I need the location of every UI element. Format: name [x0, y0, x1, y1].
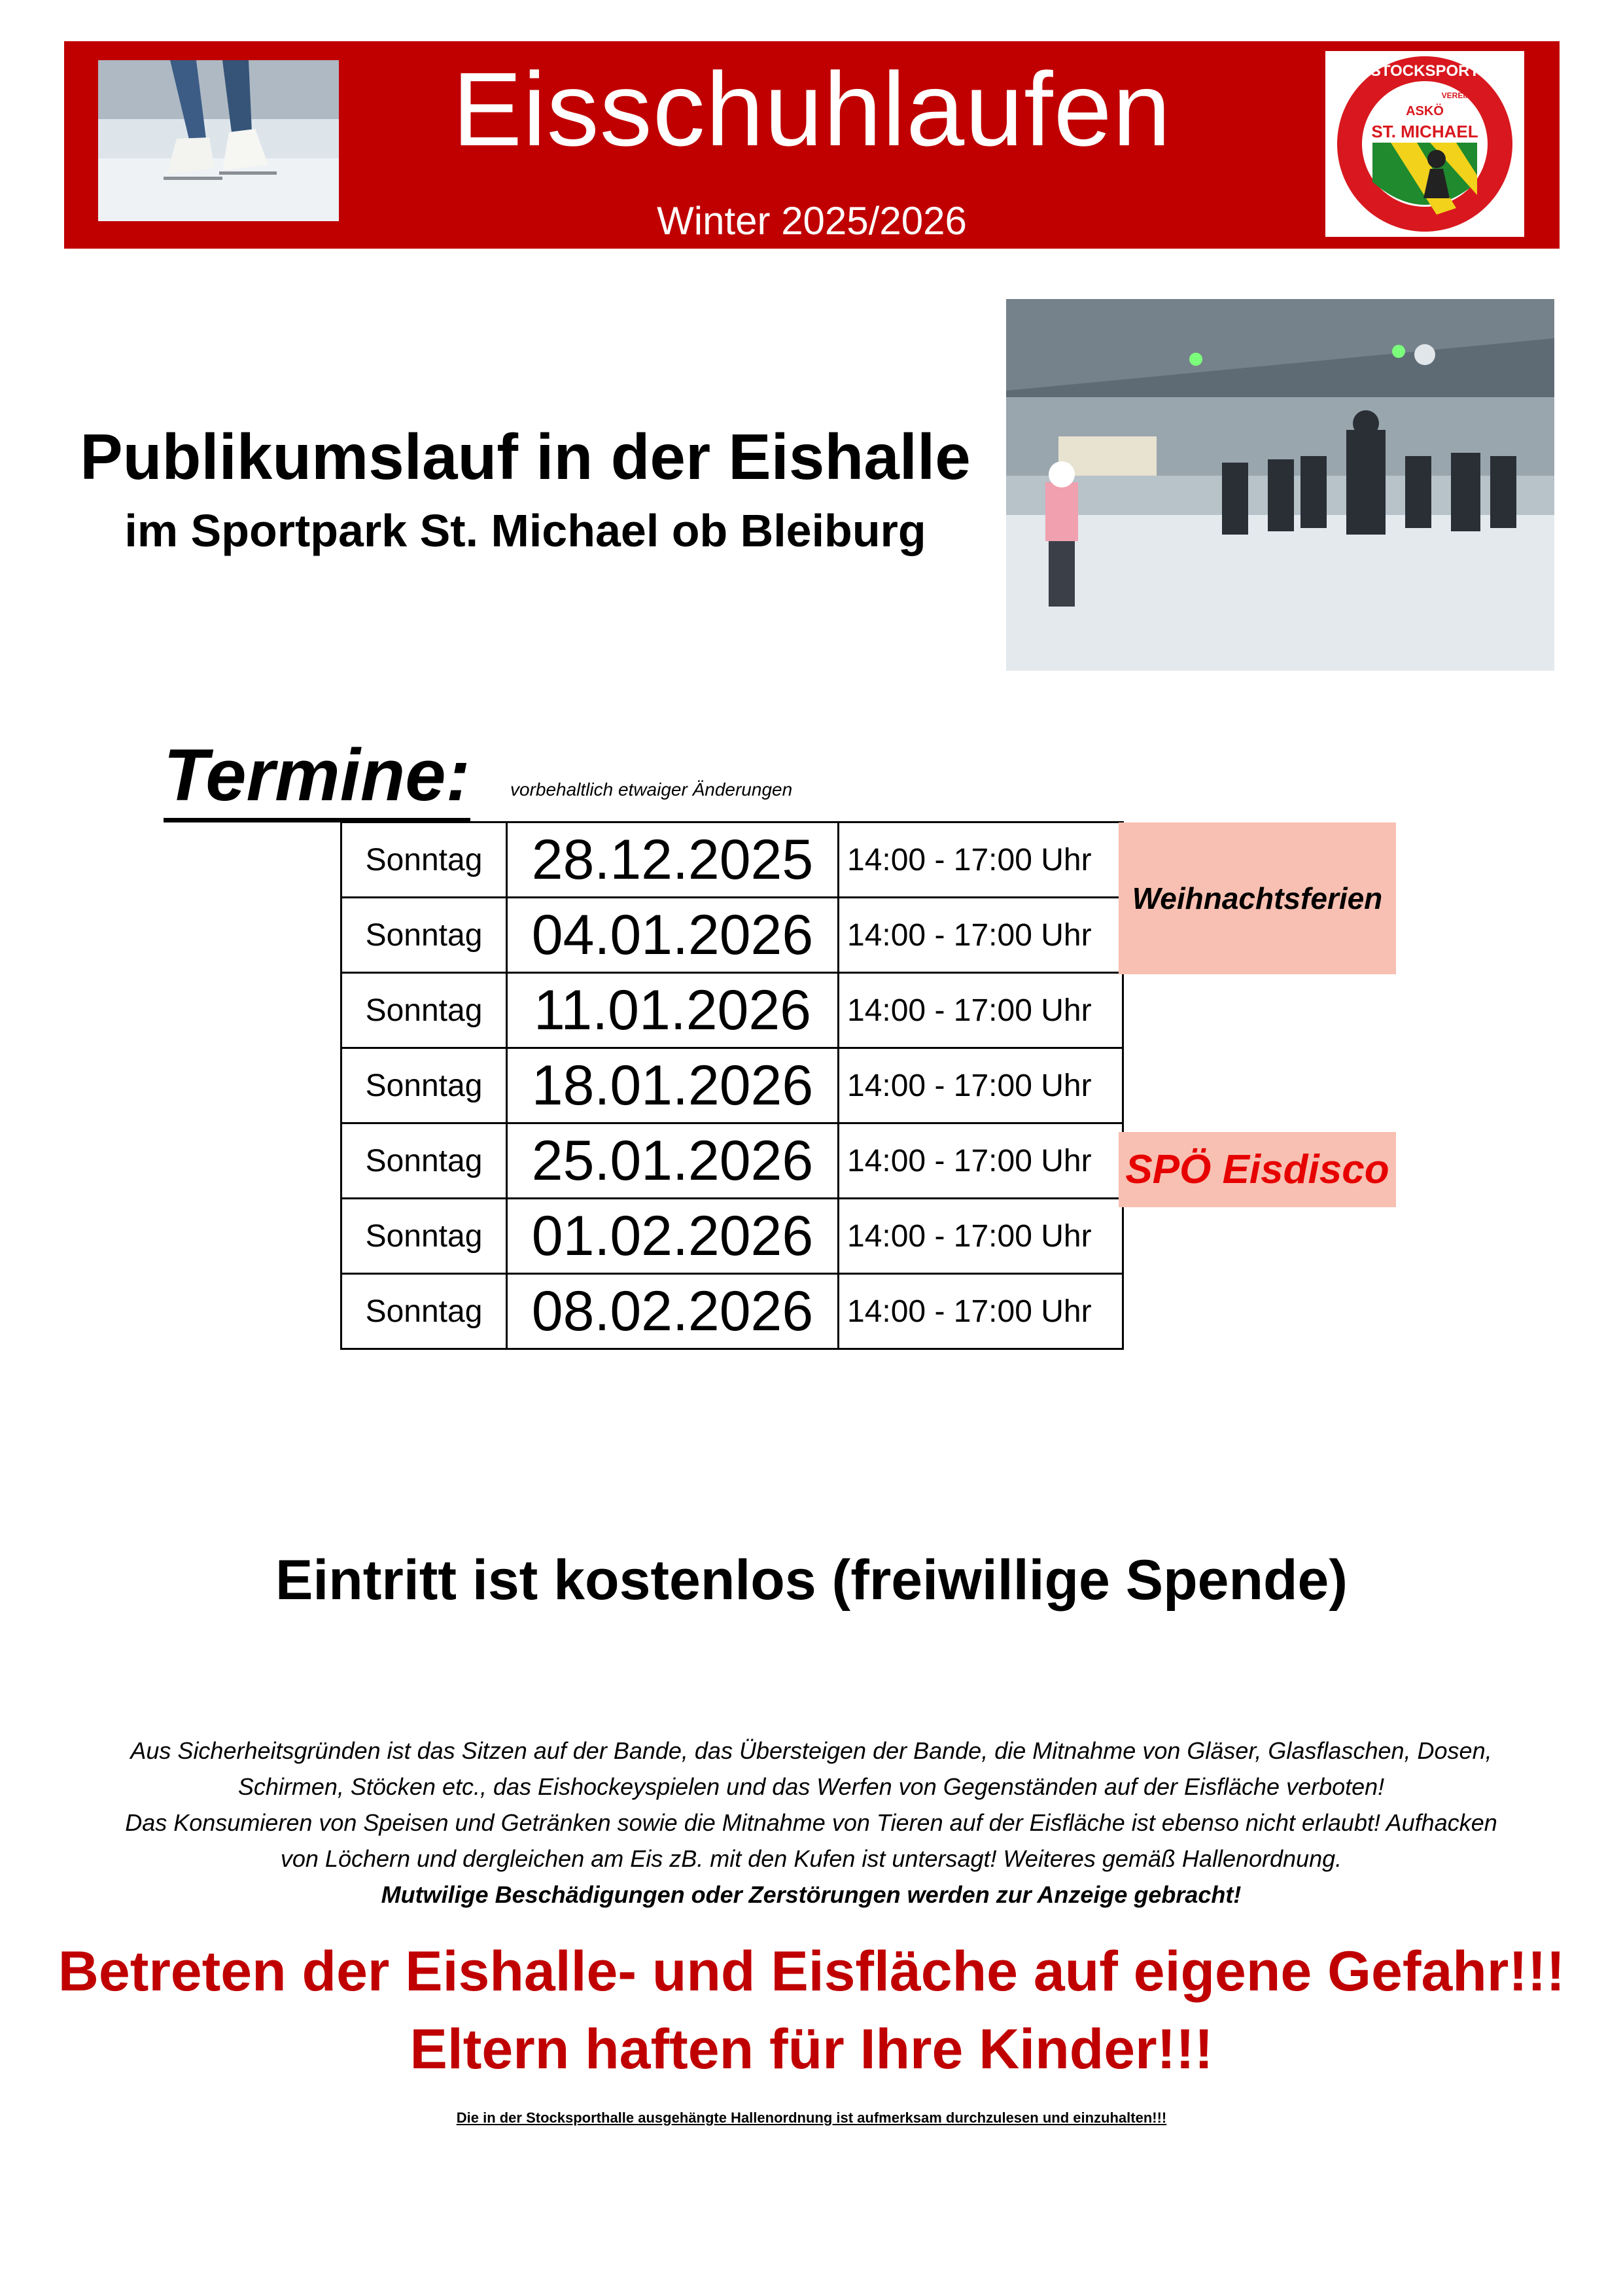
parents-liability-warning: Eltern haften für Ihre Kinder!!! [410, 2018, 1213, 2081]
rules-line: Schirmen, Stöcken etc., das Eishockeyspielen und das Werfen von Gegenständen auf der Eisfläche verboten! [237, 1773, 1385, 1800]
time-cell: 14:00 - 17:00 Uhr [839, 1199, 1123, 1274]
day-cell: Sonntag [341, 1274, 507, 1349]
time-cell: 14:00 - 17:00 Uhr [839, 898, 1123, 973]
date-cell: 08.02.2026 [507, 1274, 839, 1349]
rules-line: Aus Sicherheitsgründen ist das Sitzen auf der Bande, das Übersteigen der Bande, die Mitnahme von Gläser, Glasflaschen, Dosen, [130, 1737, 1492, 1764]
day-cell: Sonntag [341, 1123, 507, 1199]
date-cell: 25.01.2026 [507, 1123, 839, 1199]
logo-text-st-michael: ST. MICHAEL [1371, 122, 1478, 141]
table-row [341, 1048, 1123, 1123]
day-cell: Sonntag [341, 822, 507, 898]
table-row [341, 973, 1123, 1048]
rules-line: von Löchern und dergleichen am Eis zB. mit den Kufen ist untersagt! Weiteres gemäß Hallenordnung. [280, 1845, 1342, 1872]
table-row [341, 1199, 1123, 1274]
date-cell: 18.01.2026 [507, 1048, 839, 1123]
rules-line: Das Konsumieren von Speisen und Getränken sowie die Mitnahme von Tieren auf der Eisfläche ist ebenso nicht erlaubt! Aufhacken [125, 1809, 1497, 1836]
time-cell: 14:00 - 17:00 Uhr [839, 1274, 1123, 1349]
date-cell: 04.01.2026 [507, 898, 839, 973]
table-row [341, 822, 1123, 898]
logo-text-verein: VEREIN [1441, 91, 1471, 100]
date-cell: 01.02.2026 [507, 1199, 839, 1274]
safety-rules [72, 1733, 1550, 1913]
table-row [341, 1123, 1123, 1199]
time-cell: 14:00 - 17:00 Uhr [839, 1123, 1123, 1199]
holiday-note: Weihnachtsferien [1119, 822, 1396, 974]
ice-disco-note: SPÖ Eisdisco [1119, 1132, 1396, 1207]
termine-disclaimer: vorbehaltlich etwaiger Änderungen [510, 779, 793, 800]
event-headline: Publikumslauf in der Eishalle [80, 421, 971, 493]
ice-rink-photo [1006, 299, 1554, 671]
schedule-table [340, 821, 1124, 1350]
date-cell: 11.01.2026 [507, 973, 839, 1048]
time-cell: 14:00 - 17:00 Uhr [839, 822, 1123, 898]
date-cell: 28.12.2025 [507, 822, 839, 898]
own-risk-warning: Betreten der Eishalle- und Eisfläche auf eigene Gefahr!!! [58, 1940, 1565, 2003]
time-cell: 14:00 - 17:00 Uhr [839, 973, 1123, 1048]
day-cell: Sonntag [341, 1048, 507, 1123]
logo-text-askoe: ASKÖ [1406, 104, 1444, 118]
time-cell: 14:00 - 17:00 Uhr [839, 1048, 1123, 1123]
club-logo [1325, 51, 1524, 237]
day-cell: Sonntag [341, 1199, 507, 1274]
logo-text-stocksport: STOCKSPORT [1370, 62, 1480, 80]
season-subtitle: Winter 2025/2026 [657, 199, 967, 243]
hall-rules-footnote: Die in der Stocksporthalle ausgehängte Hallenordnung ist aufmerksam durchzulesen und einzuhalten!!! [456, 2110, 1167, 2126]
table-row [341, 898, 1123, 973]
day-cell: Sonntag [341, 898, 507, 973]
page-title: Eisschuhlaufen [452, 50, 1172, 168]
termine-heading: Termine: [164, 733, 470, 822]
event-location: im Sportpark St. Michael ob Bleiburg [124, 505, 926, 556]
table-row [341, 1274, 1123, 1349]
ice-skates-photo [98, 60, 339, 221]
admission-info: Eintritt ist kostenlos (freiwillige Spende) [275, 1549, 1348, 1612]
rules-line-damage-warning: Mutwilige Beschädigungen oder Zerstörungen werden zur Anzeige gebracht! [381, 1881, 1242, 1908]
day-cell: Sonntag [341, 973, 507, 1048]
